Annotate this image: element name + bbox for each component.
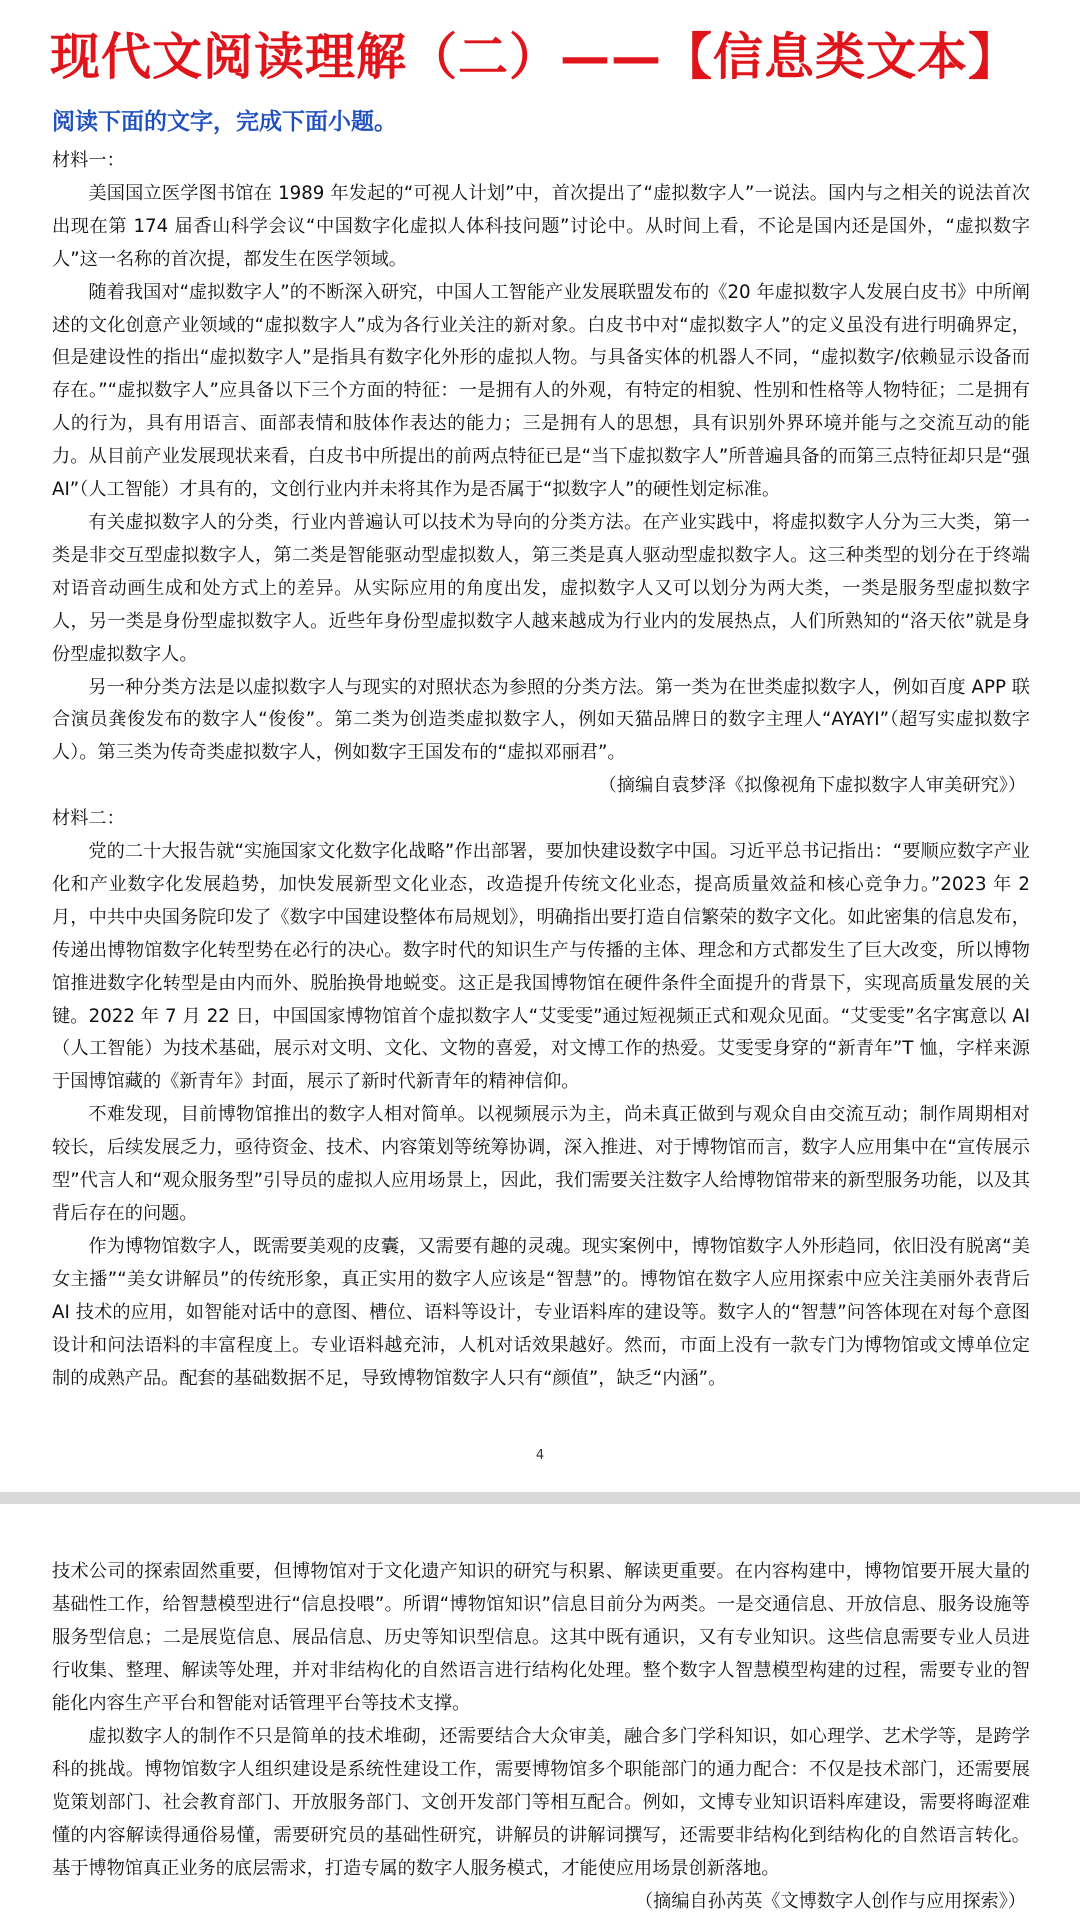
material-1-label: 材料一： [52,150,125,171]
material-1-paragraph: 美国国立医学图书馆在 1989 年发起的“可视人计划”中，首次提出了“虚拟数字人”一说法。国内与之相关的说法首次出现在第 174 届香山科学会议“中国数字化虚拟人体科技问题”讨论中。从时间上看，不论是国内还是国外，“虚拟数字人”这一名称的首次提，都发生在医学领域。 [52,182,1030,270]
material-2-paragraph: 作为博物馆数字人，既需要美观的皮囊，又需要有趣的灵魂。现实案例中，博物馆数字人外形趋同，依旧没有脱离“美女主播”“美女讲解员”的传统形象，真正实用的数字人应该是“智慧”的。博物馆在数字人应用探索中应关注美丽外表背后 AI 技术的应用，如智能对话中的意图、槽位、语料等设计，专业语料库的建设等。数字人的“智慧”问答体现在对每个意图设计和问法语料的丰富程度上。专业语料越充沛，人机对话效果越好。然而，市面上没有一款专门为博物馆或文博单位定制的成熟产品。配套的基础数据不足，导致博物馆数字人只有“颜值”，缺乏“内涵”。 [52,1235,1030,1389]
material-2-paragraph-continued: 技术公司的探索固然重要，但博物馆对于文化遗产知识的研究与积累、解读更重要。在内容构建中，博物馆要开展大量的基础性工作，给智慧模型进行“信息投喂”。所谓“博物馆知识”信息目前分为两类。一是交通信息、开放信息、服务设施等服务型信息；二是展览信息、展品信息、历史等知识型信息。这其中既有通识，又有专业知识。这些信息需要专业人员进行收集、整理、解读等处理，并对非结构化的自然语言进行结构化处理。整个数字人智慧模型构建的过程，需要专业的智能化内容生产平台和智能对话管理平台等技术支撑。 [52,1561,1030,1714]
material-2-source: （摘编自孙芮英《文博数字人创作与应用探索》） [634,1891,1026,1912]
material-2-paragraph: 不难发现，目前博物馆推出的数字人相对简单。以视频展示为主，尚未真正做到与观众自由交流互动；制作周期相对较长，后续发展乏力，亟待资金、技术、内容策划等统筹协调，深入推进、对于博物馆而言，数字人应用集中在“宣传展示型”代言人和“观众服务型”引导员的虚拟人应用场景上，因此，我们需要关注数字人给博物馆带来的新型服务功能，以及其背后存在的问题。 [52,1104,1030,1224]
page-title: 现代文阅读理解（二）——【信息类文本】 [50,28,1019,86]
material-2-paragraph: 党的二十大报告就“实施国家文化数字化战略”作出部署，要加快建设数字中国。习近平总书记指出：“要顺应数字产业化和产业数字化发展趋势，加快发展新型文化业态，改造提升传统文化业态，提高质量效益和核心竞争力。”2023 年 2 月，中共中央国务院印发了《数字中国建设整体布局规划》，明确指出要打造自信繁荣的数字文化。如此密集的信息发布，传递出博物馆数字化转型势在必行的决心。数字时代的知识生产与传播的主体、理念和方式都发生了巨大改变，所以博物馆推进数字化转型是由内而外、脱胎换骨地蜕变。这正是我国博物馆在硬件条件全面提升的背景下，实现高质量发展的关键。2022 年 7 月 22 日，中国国家博物馆首个虚拟数字人“艾雯雯”通过短视频正式和观众见面。“艾雯雯”名字寓意以 AI（人工智能）为技术基础，展示对文明、文化、文物的喜爱，对文博工作的热爱。艾雯雯身穿的“新青年”T 恤，字样来源于国博馆藏的《新青年》封面，展示了新时代新青年的精神信仰。 [52,841,1030,1093]
page-divider [0,1492,1080,1504]
page-number: 4 [535,1448,545,1463]
material-1-source: （摘编自袁梦泽《拟像视角下虚拟数字人审美研究》） [598,775,1026,797]
page-5-text-block [52,1555,1030,1918]
material-1-paragraph: 另一种分类方法是以虚拟数字人与现实的对照状态为参照的分类方法。第一类为在世类虚拟数字人，例如百度 APP 联合演员龚俊发布的数字人“俊俊”。第二类为创造类虚拟数字人，例如天猫品牌日的数字主理人“AYAYI”（超写实虚拟数字人）。第三类为传奇类虚拟数字人，例如数字王国发布的“虚拟邓丽君”。 [52,676,1030,764]
material-1-paragraph: 随着我国对“虚拟数字人”的不断深入研究，中国人工智能产业发展联盟发布的《20 年虚拟数字人发展白皮书》中所阐述的文化创意产业领域的“虚拟数字人”成为各行业关注的新对象。白皮书中对“虚拟数字人”的定义虽没有进行明确界定，但是建设性的指出“虚拟数字人”是指具有数字化外形的虚拟人物。与具备实体的机器人不同，“虚拟数字/依赖显示设备而存在。”“虚拟数字人”应具备以下三个方面的特征：一是拥有人的外观，有特定的相貌、性别和性格等人物特征；二是拥有人的行为，具有用语言、面部表情和肢体作表达的能力；三是拥有人的思想，具有识别外界环境并能与之交流互动的能力。从目前产业发展现状来看，白皮书中所提出的前两点特征已是“当下虚拟数字人”所普遍具备的而第三点特征却只是“强 AI”（人工智能）才具有的，文创行业内并未将其作为是否属于“拟数字人”的硬性划定标准。 [52,281,1030,501]
material-1-paragraph: 有关虚拟数字人的分类，行业内普遍认可以技术为导向的分类方法。在产业实践中，将虚拟数字人分为三大类，第一类是非交互型虚拟数字人，第二类是智能驱动型虚拟数人，第三类是真人驱动型虚拟数字人。这三种类型的划分在于终端对语音动画生成和处方式上的差异。从实际应用的角度出发，虚拟数字人又可以划分为两大类，一类是服务型虚拟数字人，另一类是身份型虚拟数字人。近些年身份型虚拟数字人越来越成为行业内的发展热点，人们所熟知的“洛天依”就是身份型虚拟数字人。 [52,511,1030,665]
material-text-block [52,145,1030,1395]
material-2-paragraph: 虚拟数字人的制作不只是简单的技术堆砌，还需要结合大众审美，融合多门学科知识，如心理学、艺术学等，是跨学科的挑战。博物馆数字人组织建设是系统性建设工作，需要博物馆多个职能部门的通力配合：不仅是技术部门，还需要展览策划部门、社会教育部门、开放服务部门、文创开发部门等相互配合。例如，文博专业知识语料库建设，需要将晦涩难懂的内容解读得通俗易懂，需要研究员的基础性研究，讲解员的讲解词撰写，还需要非结构化到结构化的自然语言转化。基于博物馆真正业务的底层需求，打造专属的数字人服务模式，才能使应用场景创新落地。 [52,1726,1030,1879]
material-2-label: 材料二： [52,808,125,830]
instruction: 阅读下面的文字，完成下面小题。 [52,109,397,135]
